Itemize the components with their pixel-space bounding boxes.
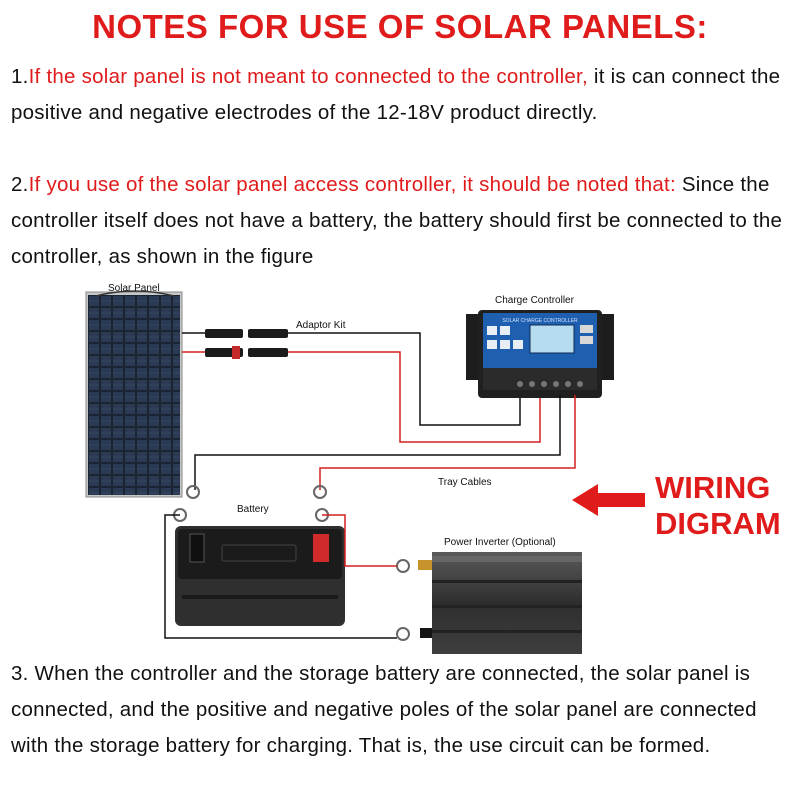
note-2-number: 2. — [11, 173, 29, 196]
note-2-text: Since the controller itself does not have a battery, the battery should first be connected to the controller, as shown in the figure — [11, 173, 783, 268]
battery-label: Battery — [237, 504, 269, 515]
power-inverter — [418, 552, 582, 654]
adaptor-kit-label: Adaptor Kit — [296, 320, 346, 331]
adaptor-connectors — [205, 329, 288, 359]
note-1-number: 1. — [11, 65, 29, 88]
battery — [175, 526, 345, 626]
wiring-callout-line-2: DIGRAM — [655, 506, 781, 541]
page-title: NOTES FOR USE OF SOLAR PANELS: — [92, 8, 708, 45]
wiring-callout-line-1: WIRING — [655, 470, 771, 505]
note-3-number: 3. — [11, 662, 29, 685]
solar-panel — [86, 291, 182, 497]
note-3 — [11, 656, 796, 764]
note-1-text: it is can connect the positive and negative electrodes of the 12-18V product directly. — [11, 65, 781, 124]
controller-screen-text: SOLAR CHARGE CONTROLLER — [502, 318, 578, 324]
wiring-diagram-callout — [655, 470, 781, 542]
note-1 — [11, 59, 796, 131]
note-2-highlight: If you use of the solar panel access controller, it should be noted that: — [28, 173, 676, 196]
note-3-text: When the controller and the storage battery are connected, the solar panel is connected, and the positive and negative poles of the solar panel are connected with the storage battery for charging. That is, the use circuit can be formed. — [11, 662, 757, 757]
note-1-highlight: If the solar panel is not meant to connected to the controller, — [28, 65, 588, 88]
power-inverter-label: Power Inverter (Optional) — [444, 537, 556, 548]
tray-cables-label: Tray Cables — [438, 477, 492, 488]
solar-panel-label: Solar Panel — [108, 283, 160, 294]
note-2 — [11, 167, 796, 275]
charge-controller-label: Charge Controller — [495, 295, 574, 306]
wiring-callout-arrow — [572, 484, 645, 516]
wiring-diagram — [0, 278, 800, 658]
charge-controller — [466, 310, 614, 398]
